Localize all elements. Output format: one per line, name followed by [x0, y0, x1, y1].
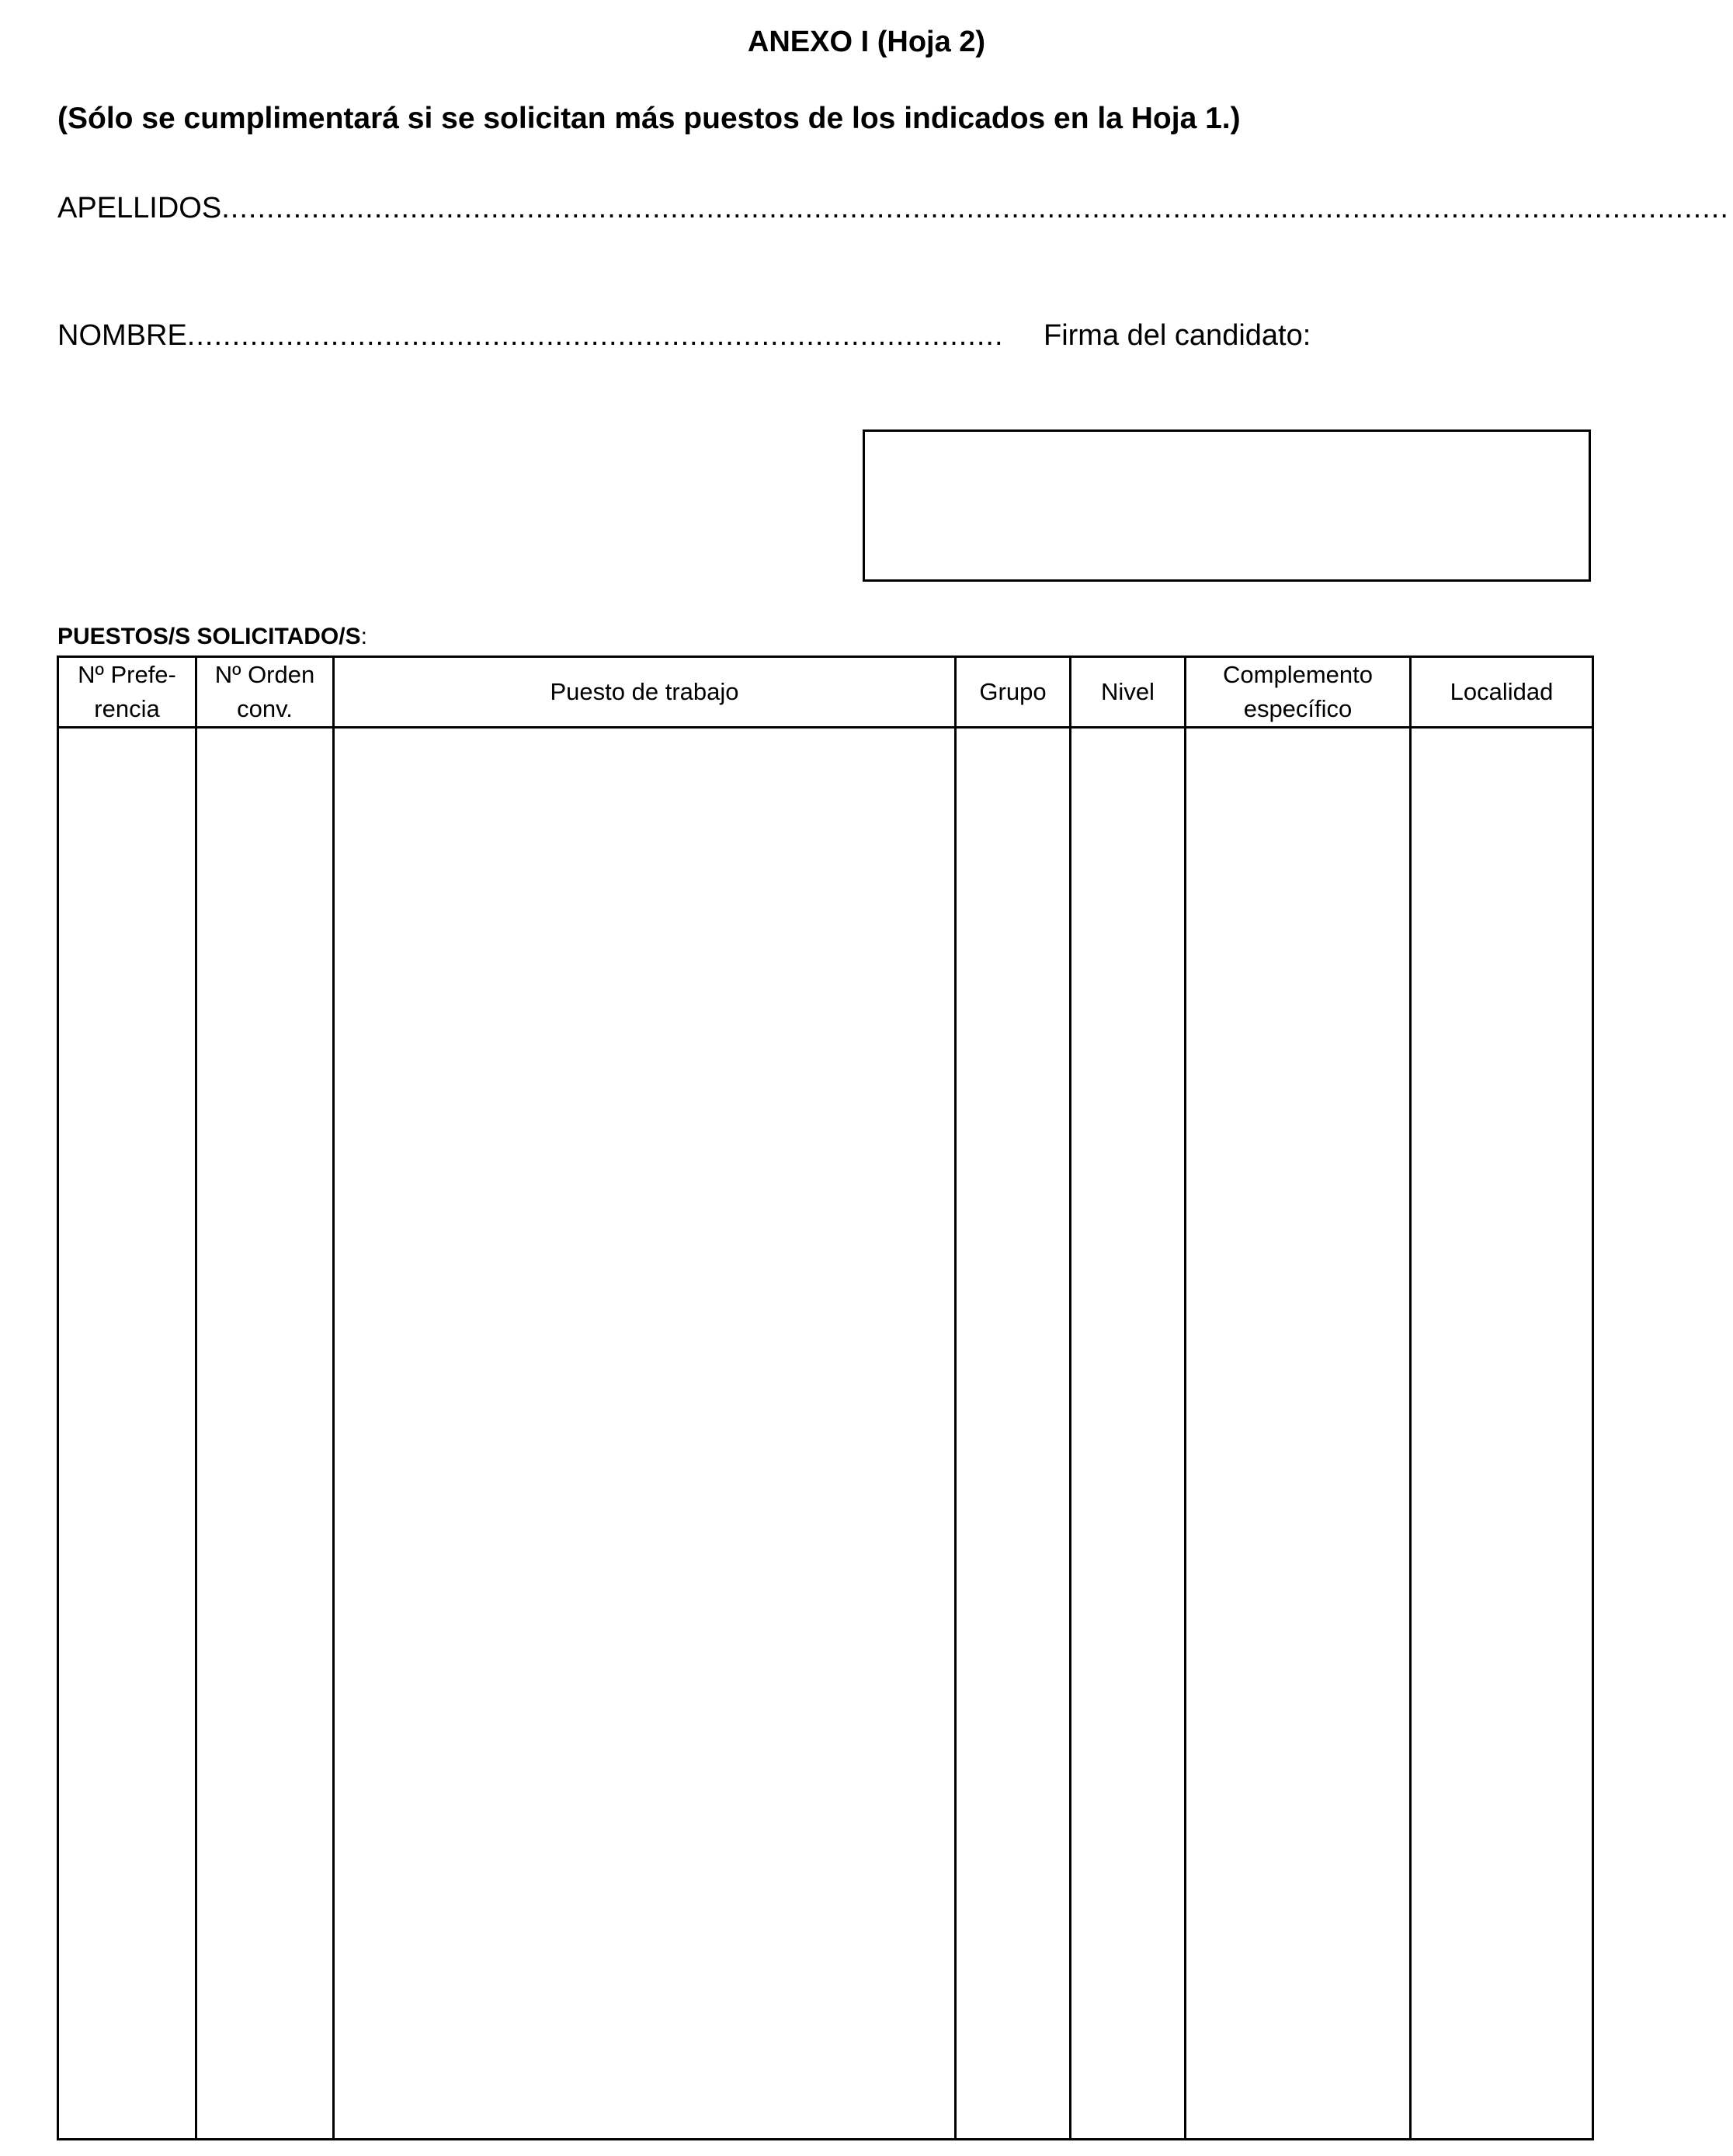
apellidos-field[interactable] [57, 190, 1729, 227]
header-nivel-label: Nivel [1101, 678, 1155, 705]
header-preferencia-line1: Nº Prefe- [78, 661, 176, 688]
header-orden-line2: conv. [237, 695, 293, 722]
document-title: ANEXO I (Hoja 2) [747, 26, 986, 58]
section-label [57, 621, 367, 652]
document-subtitle: (Sólo se cumplimentará si se solicitan más puestos de los indicados en la Hoja 1.) [57, 102, 1241, 135]
cell-puesto[interactable] [334, 728, 956, 2140]
cell-orden[interactable] [196, 728, 334, 2140]
header-orden [196, 657, 334, 728]
nombre-label: NOMBRE [57, 319, 187, 352]
header-localidad [1411, 657, 1593, 728]
header-preferencia-line2: rencia [94, 695, 160, 722]
table-row [58, 728, 1593, 2140]
header-complemento-line2: específico [1243, 695, 1353, 722]
apellidos-label: APELLIDOS [57, 192, 222, 224]
header-complemento-line1: Complemento [1223, 661, 1373, 688]
header-localidad-label: Localidad [1450, 678, 1554, 705]
header-puesto-label: Puesto de trabajo [550, 678, 739, 705]
header-orden-line1: Nº Orden [214, 661, 315, 688]
header-grupo-label: Grupo [979, 678, 1047, 705]
header-complemento [1186, 657, 1411, 728]
signature-box[interactable] [863, 429, 1591, 582]
cell-complemento[interactable] [1186, 728, 1411, 2140]
cell-nivel[interactable] [1071, 728, 1186, 2140]
apellidos-dotted-line[interactable]: ........................................................................................................................................................................ [221, 192, 1729, 224]
table-header-row [58, 657, 1593, 728]
cell-grupo[interactable] [956, 728, 1071, 2140]
header-puesto [334, 657, 956, 728]
cell-preferencia[interactable] [58, 728, 196, 2140]
firma-label: Firma del candidato: [1044, 319, 1311, 352]
header-preferencia [58, 657, 196, 728]
positions-table [57, 655, 1594, 2140]
section-label-colon: : [360, 624, 367, 649]
cell-localidad[interactable] [1411, 728, 1593, 2140]
nombre-dotted-line[interactable]: ........................................................................................... [186, 319, 1004, 352]
nombre-field[interactable] [57, 317, 1004, 354]
header-grupo [956, 657, 1071, 728]
header-nivel [1071, 657, 1186, 728]
section-label-text: PUESTOS/S SOLICITADO/S [57, 624, 361, 649]
